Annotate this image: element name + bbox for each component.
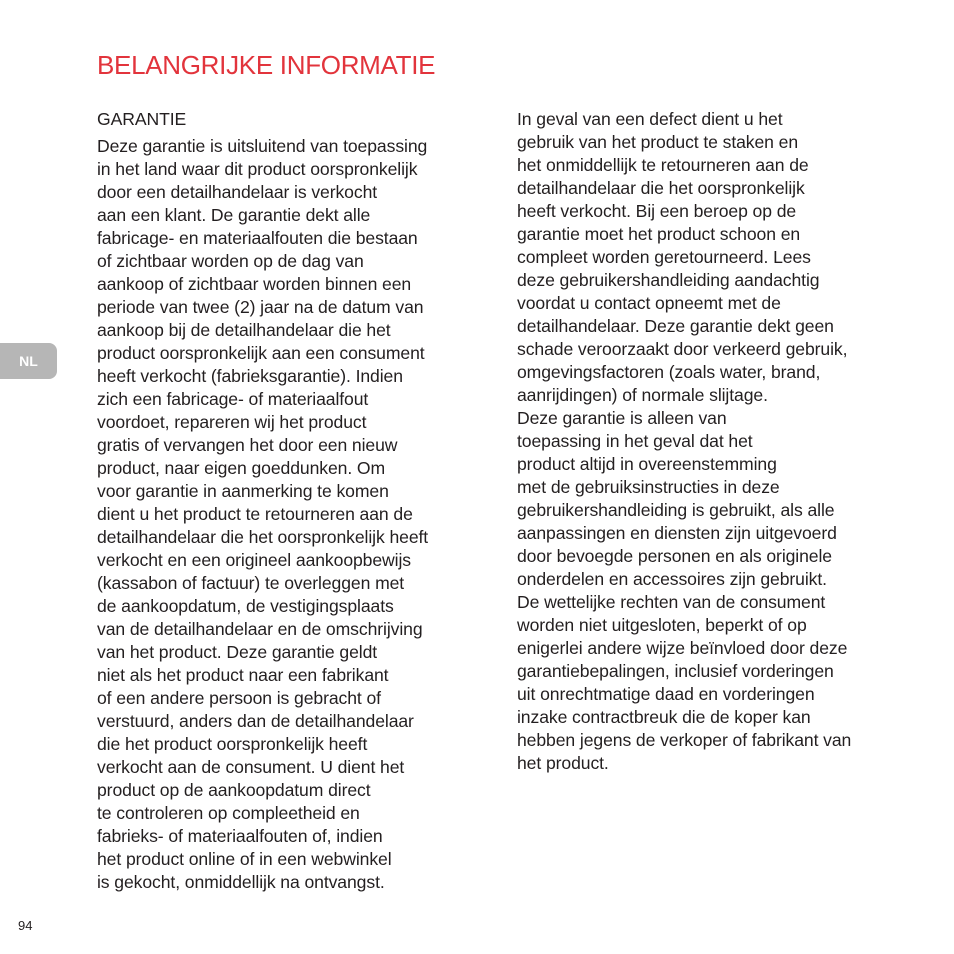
text-line: enigerlei andere wijze beïnvloed door deze bbox=[517, 638, 848, 658]
text-line: heeft verkocht. Bij een beroep op de bbox=[517, 201, 797, 221]
text-line: is gekocht, onmiddellijk na ontvangst. bbox=[97, 872, 385, 892]
text-line: het product. bbox=[517, 753, 609, 773]
text-line: worden niet uitgesloten, beperkt of op bbox=[517, 615, 807, 635]
text-line: toepassing in het geval dat het bbox=[517, 431, 753, 451]
right-column bbox=[517, 108, 917, 775]
text-line: detailhandelaar die het oorspronkelijk bbox=[517, 178, 805, 198]
text-line: gebruikershandleiding is gebruikt, als alle bbox=[517, 500, 835, 520]
text-line: onderdelen en accessoires zijn gebruikt. bbox=[517, 569, 827, 589]
text-line: verkocht en een origineel aankoopbewijs bbox=[97, 550, 411, 570]
page-title: BELANGRIJKE INFORMATIE bbox=[97, 50, 436, 80]
text-line: detailhandelaar die het oorspronkelijk heeft bbox=[97, 527, 429, 547]
text-line: uit onrechtmatige daad en vorderingen bbox=[517, 684, 815, 704]
text-line: aankoop of zichtbaar worden binnen een bbox=[97, 274, 412, 294]
text-line: De wettelijke rechten van de consument bbox=[517, 592, 826, 612]
text-line: periode van twee (2) jaar na de datum van bbox=[97, 297, 424, 317]
right-column-body bbox=[517, 108, 917, 775]
text-line: inzake contractbreuk die de koper kan bbox=[517, 707, 811, 727]
text-line: deze gebruikershandleiding aandachtig bbox=[517, 270, 820, 290]
text-line: die het product oorspronkelijk heeft bbox=[97, 734, 368, 754]
text-line: van het product. Deze garantie geldt bbox=[97, 642, 378, 662]
text-line: compleet worden geretourneerd. Lees bbox=[517, 247, 811, 267]
text-line: dient u het product te retourneren aan de bbox=[97, 504, 413, 524]
text-line: het product online of in een webwinkel bbox=[97, 849, 392, 869]
section-heading: GARANTIE bbox=[97, 109, 187, 129]
text-line: het onmiddellijk te retourneren aan de bbox=[517, 155, 809, 175]
text-line: detailhandelaar. Deze garantie dekt geen bbox=[517, 316, 834, 336]
text-line: (kassabon of factuur) te overleggen met bbox=[97, 573, 405, 593]
text-line: heeft verkocht (fabrieksgarantie). Indien bbox=[97, 366, 403, 386]
text-line: of zichtbaar worden op de dag van bbox=[97, 251, 364, 271]
text-line: product altijd in overeenstemming bbox=[517, 454, 777, 474]
text-line: Deze garantie is uitsluitend van toepassing bbox=[97, 136, 428, 156]
text-line: voor garantie in aanmerking te komen bbox=[97, 481, 389, 501]
text-line: de aankoopdatum, de vestigingsplaats bbox=[97, 596, 394, 616]
text-line: gebruik van het product te staken en bbox=[517, 132, 799, 152]
left-column bbox=[97, 108, 487, 894]
text-line: fabricage- en materiaalfouten die bestaan bbox=[97, 228, 418, 248]
text-line: fabrieks- of materiaalfouten of, indien bbox=[97, 826, 383, 846]
text-line: te controleren op compleetheid en bbox=[97, 803, 360, 823]
text-line: voordoet, repareren wij het product bbox=[97, 412, 367, 432]
text-line: Deze garantie is alleen van bbox=[517, 408, 727, 428]
text-line: aankoop bij de detailhandelaar die het bbox=[97, 320, 391, 340]
left-column-body bbox=[97, 135, 487, 894]
text-line: hebben jegens de verkoper of fabrikant van bbox=[517, 730, 852, 750]
page-number: 94 bbox=[18, 918, 33, 933]
text-line: aan een klant. De garantie dekt alle bbox=[97, 205, 371, 225]
text-line: zich een fabricage- of materiaalfout bbox=[97, 389, 369, 409]
text-line: schade veroorzaakt door verkeerd gebruik, bbox=[517, 339, 848, 359]
text-line: garantie moet het product schoon en bbox=[517, 224, 801, 244]
text-line: verkocht aan de consument. U dient het bbox=[97, 757, 405, 777]
text-line: product op de aankoopdatum direct bbox=[97, 780, 371, 800]
text-line: in het land waar dit product oorspronkelijk bbox=[97, 159, 418, 179]
text-line: product oorspronkelijk aan een consument bbox=[97, 343, 425, 363]
text-line: met de gebruiksinstructies in deze bbox=[517, 477, 780, 497]
text-line: verstuurd, anders dan de detailhandelaar bbox=[97, 711, 414, 731]
text-line: aanpassingen en diensten zijn uitgevoerd bbox=[517, 523, 837, 543]
text-line: door bevoegde personen en als originele bbox=[517, 546, 832, 566]
text-line: aanrijdingen) of normale slijtage. bbox=[517, 385, 768, 405]
text-line: of een andere persoon is gebracht of bbox=[97, 688, 381, 708]
text-line: omgevingsfactoren (zoals water, brand, bbox=[517, 362, 821, 382]
language-tab: NL bbox=[0, 343, 57, 379]
text-line: product, naar eigen goeddunken. Om bbox=[97, 458, 386, 478]
text-line: In geval van een defect dient u het bbox=[517, 109, 783, 129]
text-line: garantiebepalingen, inclusief vorderingen bbox=[517, 661, 834, 681]
text-line: niet als het product naar een fabrikant bbox=[97, 665, 389, 685]
text-line: door een detailhandelaar is verkocht bbox=[97, 182, 378, 202]
text-line: gratis of vervangen het door een nieuw bbox=[97, 435, 398, 455]
text-line: voordat u contact opneemt met de bbox=[517, 293, 781, 313]
text-line: van de detailhandelaar en de omschrijving bbox=[97, 619, 423, 639]
